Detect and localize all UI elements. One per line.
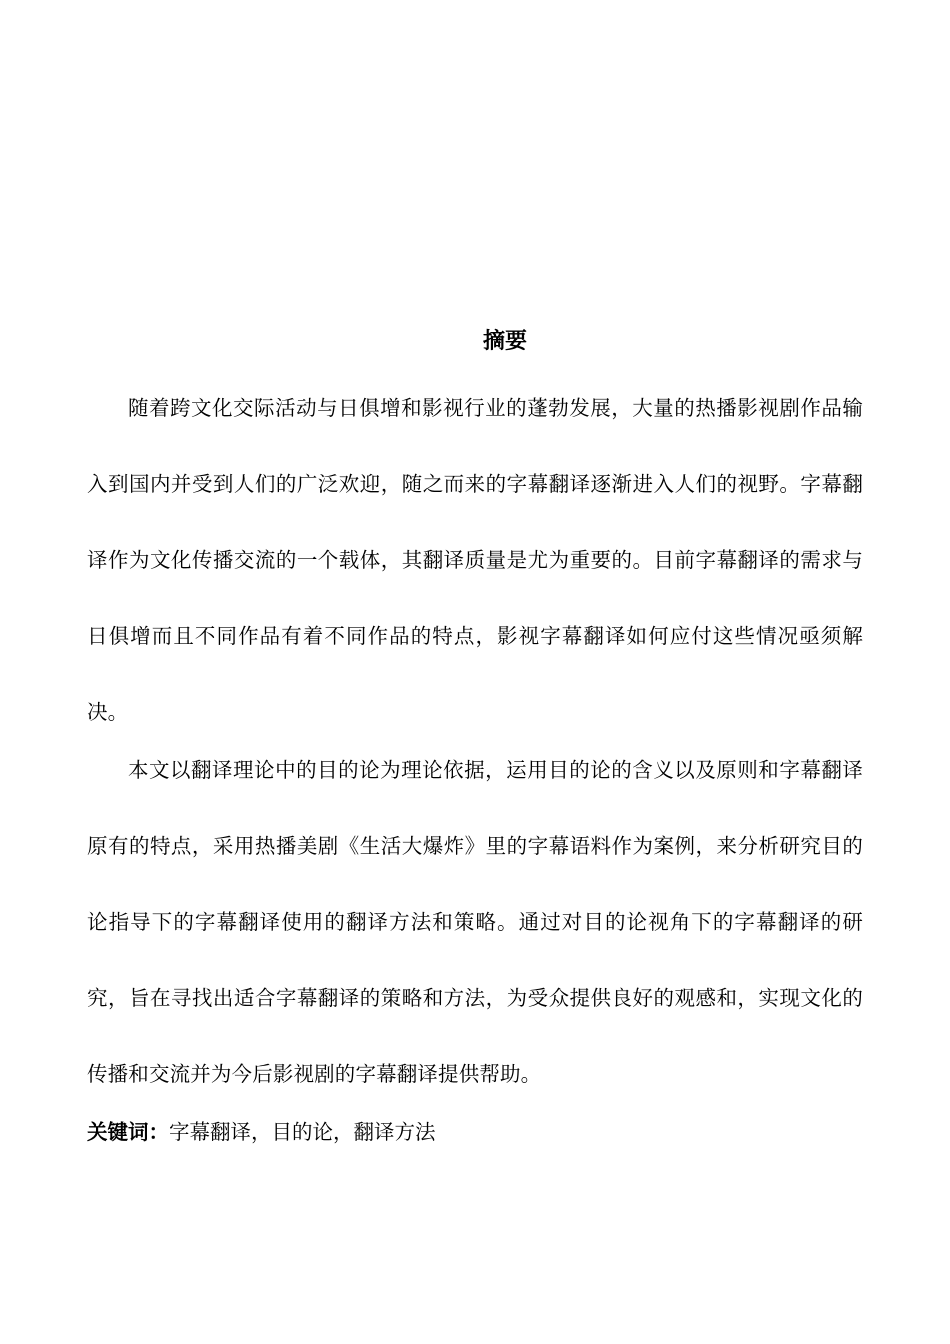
abstract-title: 摘要 <box>482 329 527 354</box>
abstract-paragraph-2: 本文以翻译理论中的目的论为理论依据，运用目的论的含义以及原则和字幕翻译原有的特点，采用热播美剧《生活大爆炸》里的字幕语料作为案例，来分析研究目的论指导下的字幕翻译使用的翻译方法和策略。通过对目的论视角下的字幕翻译的研究，旨在寻找出适合字幕翻译的策略和方法，为受众提供良好的观感和，实现文化的传播和交流并为今后影视剧的字幕翻译提供帮助。 <box>87 758 863 1086</box>
keywords-line <box>87 1112 436 1152</box>
abstract-paragraph-1: 随着跨文化交际活动与日俱增和影视行业的蓬勃发展，大量的热播影视剧作品输入到国内并受到人们的广泛欢迎，随之而来的字幕翻译逐渐进入人们的视野。字幕翻译作为文化传播交流的一个载体，其翻译质量是尤为重要的。目前字幕翻译的需求与日俱增而且不同作品有着不同作品的特点，影视字幕翻译如何应付这些情况亟须解决。 <box>87 396 863 724</box>
keywords-text: 字幕翻译，目的论，翻译方法 <box>169 1120 436 1144</box>
keywords-label: 关键词： <box>87 1120 169 1144</box>
